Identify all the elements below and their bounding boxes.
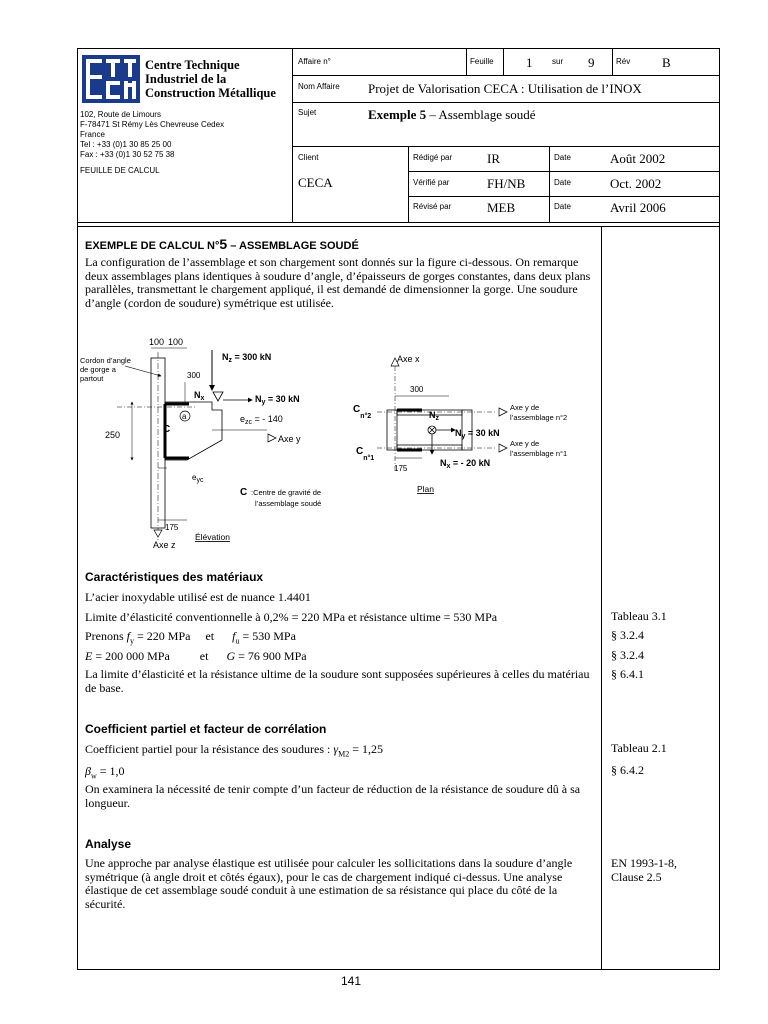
rev-label: Rév xyxy=(616,57,631,66)
revise-value: MEB xyxy=(487,200,516,215)
nom-affaire-label: Nom Affaire xyxy=(298,82,340,91)
axe-y-ass1-1: Axe y de xyxy=(510,439,540,448)
page-title: EXEMPLE DE CALCUL N°5 – ASSEMBLAGE SOUDÉ xyxy=(85,236,359,252)
materials-heading: Caractéristiques des matériaux xyxy=(85,570,264,584)
ref-6-4-1: § 6.4.1 xyxy=(611,667,644,681)
axe-x-label: Axe x xyxy=(397,354,420,364)
cordon-label-1: Cordon d’angle xyxy=(80,356,131,365)
cordon-label-3: partout xyxy=(80,374,104,383)
sujet-label: Sujet xyxy=(298,108,317,117)
client-value: CECA xyxy=(298,175,333,190)
ref-3-2-4-b: § 3.2.4 xyxy=(611,648,644,662)
c-left-label: C xyxy=(163,424,171,435)
date-label-2: Date xyxy=(554,178,571,187)
revise-label: Révisé par xyxy=(413,202,452,211)
axe-y-ass2-1: Axe y de xyxy=(510,403,540,412)
ny-left-label: $N_y = 30$ kN xyxy=(255,394,300,406)
axe-y-ass2-2: l’assemblage n°2 xyxy=(510,413,568,422)
cordon-leader xyxy=(125,366,161,376)
feuille-label: Feuille xyxy=(470,57,494,66)
analysis-paragraph: Une approche par analyse élastique est utilisée pour calculer les sollicitations dans la soudure d’angle symétrique (à angle droit et côtés égaux), pour le cas de chargement indiqué ci-dessus. Une analyse élastique de cet assemblage soudé conduit à une estimation de sa résistance qui place du côté de la sécurité. xyxy=(85,856,573,911)
plan-label: Plan xyxy=(417,484,435,494)
doc-type: FEUILLE DE CALCUL xyxy=(80,166,160,175)
dim-300-right: 300 xyxy=(410,385,424,394)
c-legend-2: l’assemblage soudé xyxy=(255,499,322,508)
ref-tableau-2-1: Tableau 2.1 xyxy=(611,741,667,755)
verifie-value: FH/NB xyxy=(487,176,526,191)
cordon-label-2: de gorge a xyxy=(80,365,116,374)
ref-tableau-3-1: Tableau 3.1 xyxy=(611,609,667,623)
materials-line-3: Prenons $f_y = 220$ MPa et $f_u = 530$ MPa xyxy=(85,629,296,646)
redige-value: IR xyxy=(487,151,500,166)
nom-affaire-value: Projet de Valorisation CECA : Utilisation de l’INOX xyxy=(368,81,642,96)
company-name: Centre Technique Industriel de la Construction Métallique xyxy=(145,58,276,100)
dim-175-left: 175 xyxy=(165,523,179,532)
nz-right-label: $N_z$ xyxy=(429,410,439,422)
ctcm-logo-icon xyxy=(82,55,140,103)
analysis-heading: Analyse xyxy=(85,837,132,851)
coefficients-line-3: On examinera la nécessité de tenir compte d’un facteur de réduction de la résistance de soudure dû à sa longueur. xyxy=(85,782,581,810)
rev-value: B xyxy=(662,55,671,70)
intro-paragraph: La configuration de l’assemblage et son chargement sont donnés sur la figure ci-dessous. On remarque deux assemblages plans identiques à soudure d’angle, d’épaisseurs de gorges constantes, dans deux plans parallèles, transmettant le chargement appliqué, il est demandé de dimensionner la gorge. Une soudure d’angle (cordon de soudure) symétrique est utilisée. xyxy=(85,255,591,310)
redige-label: Rédigé par xyxy=(413,153,453,162)
nx-left-label: $N_x$ xyxy=(194,390,205,402)
cn1-label: $C_{n^\circ 1}$ xyxy=(356,446,375,462)
sur-value: 9 xyxy=(588,55,595,70)
materials-line-2: Limite d’élasticité conventionnelle à 0,2% = 220 MPa et résistance ultime = 530 MPa xyxy=(85,610,498,624)
coefficients-line-2: $\beta_w = 1,0$ xyxy=(85,764,125,781)
ref-6-4-2: § 6.4.2 xyxy=(611,763,644,777)
ny-right-label: $N_y = 30$ kN xyxy=(455,428,500,440)
nx-right-label: $N_x$ = - 20 kN xyxy=(440,458,491,470)
axe-z-label: Axe z xyxy=(153,540,176,550)
sur-label: sur xyxy=(552,57,564,66)
cn2-label: $C_{n^\circ 2}$ xyxy=(353,404,372,420)
plan-weld xyxy=(397,410,422,450)
date-label-1: Date xyxy=(554,153,571,162)
axe-y-arrow-icon xyxy=(268,434,276,442)
coefficients-heading: Coefficient partiel et facteur de corrélation xyxy=(85,722,327,736)
feuille-value: 1 xyxy=(526,55,533,70)
verifie-label: Vérifié par xyxy=(413,178,450,187)
company-address: 102, Route de Limours F-78471 St Rémy Lès Chevreuse Cedex France Tel : +33 (0)1 30 85 25 00 Fax : +33 (0)1 30 52 75 38 FEUILLE DE CALCUL xyxy=(80,110,225,175)
dim-250: 250 xyxy=(105,430,121,440)
c-legend-c: C xyxy=(240,487,248,498)
nx-triangle-icon xyxy=(213,392,223,401)
ref-3-2-4-a: § 3.2.4 xyxy=(611,628,644,642)
ref-en-1993: EN 1993-1-8, Clause 2.5 xyxy=(611,856,677,884)
date-value-2: Oct. 2002 xyxy=(610,176,662,191)
page-number: 141 xyxy=(341,974,362,988)
affaire-label: Affaire n° xyxy=(298,57,331,66)
materials-line-5: La limite d’élasticité et la résistance ultime de la soudure sont supposées supérieures à celles du matériau de base. xyxy=(85,667,590,695)
axe-y-ass1-2: l’assemblage n°1 xyxy=(510,449,568,458)
dim-100-b: 100 xyxy=(168,337,184,347)
dim-175-right: 175 xyxy=(394,464,408,473)
materials-line-4: E = 200 000 MPa et G = 76 900 MPa xyxy=(85,649,307,663)
nz-left-label: $N_z = 300$ kN xyxy=(222,352,272,364)
sujet-value: Exemple 5 – Assemblage soudé xyxy=(368,107,536,122)
date-value-1: Août 2002 xyxy=(610,151,666,166)
weld-assembly-figure xyxy=(77,330,597,560)
axe-z-arrow-icon xyxy=(154,530,162,537)
plan-column xyxy=(387,410,397,450)
coefficients-line-1: Coefficient partiel pour la résistance des soudures : $\gamma_{M2} = 1,25$ xyxy=(85,742,384,759)
client-label: Client xyxy=(298,153,319,162)
ass2-arrow-icon xyxy=(499,408,507,416)
ezc-label: $e_{zc}$ = - 140 xyxy=(240,414,283,426)
date-value-3: Avril 2006 xyxy=(610,200,666,215)
materials-line-1: L’acier inoxydable utilisé est de nuance 1.4401 xyxy=(85,590,311,604)
elevation-label: Élévation xyxy=(195,532,230,542)
axe-y-label: Axe y xyxy=(278,434,301,444)
a-label: a xyxy=(182,412,187,421)
eyc-label: eyc xyxy=(192,473,204,484)
c-legend-1: :Centre de gravité de xyxy=(251,488,322,497)
bracket-plate xyxy=(165,402,222,460)
dim-300-left: 300 xyxy=(187,371,201,380)
date-label-3: Date xyxy=(554,202,571,211)
dim-100-a: 100 xyxy=(149,337,165,347)
ass1-arrow-icon xyxy=(499,444,507,452)
